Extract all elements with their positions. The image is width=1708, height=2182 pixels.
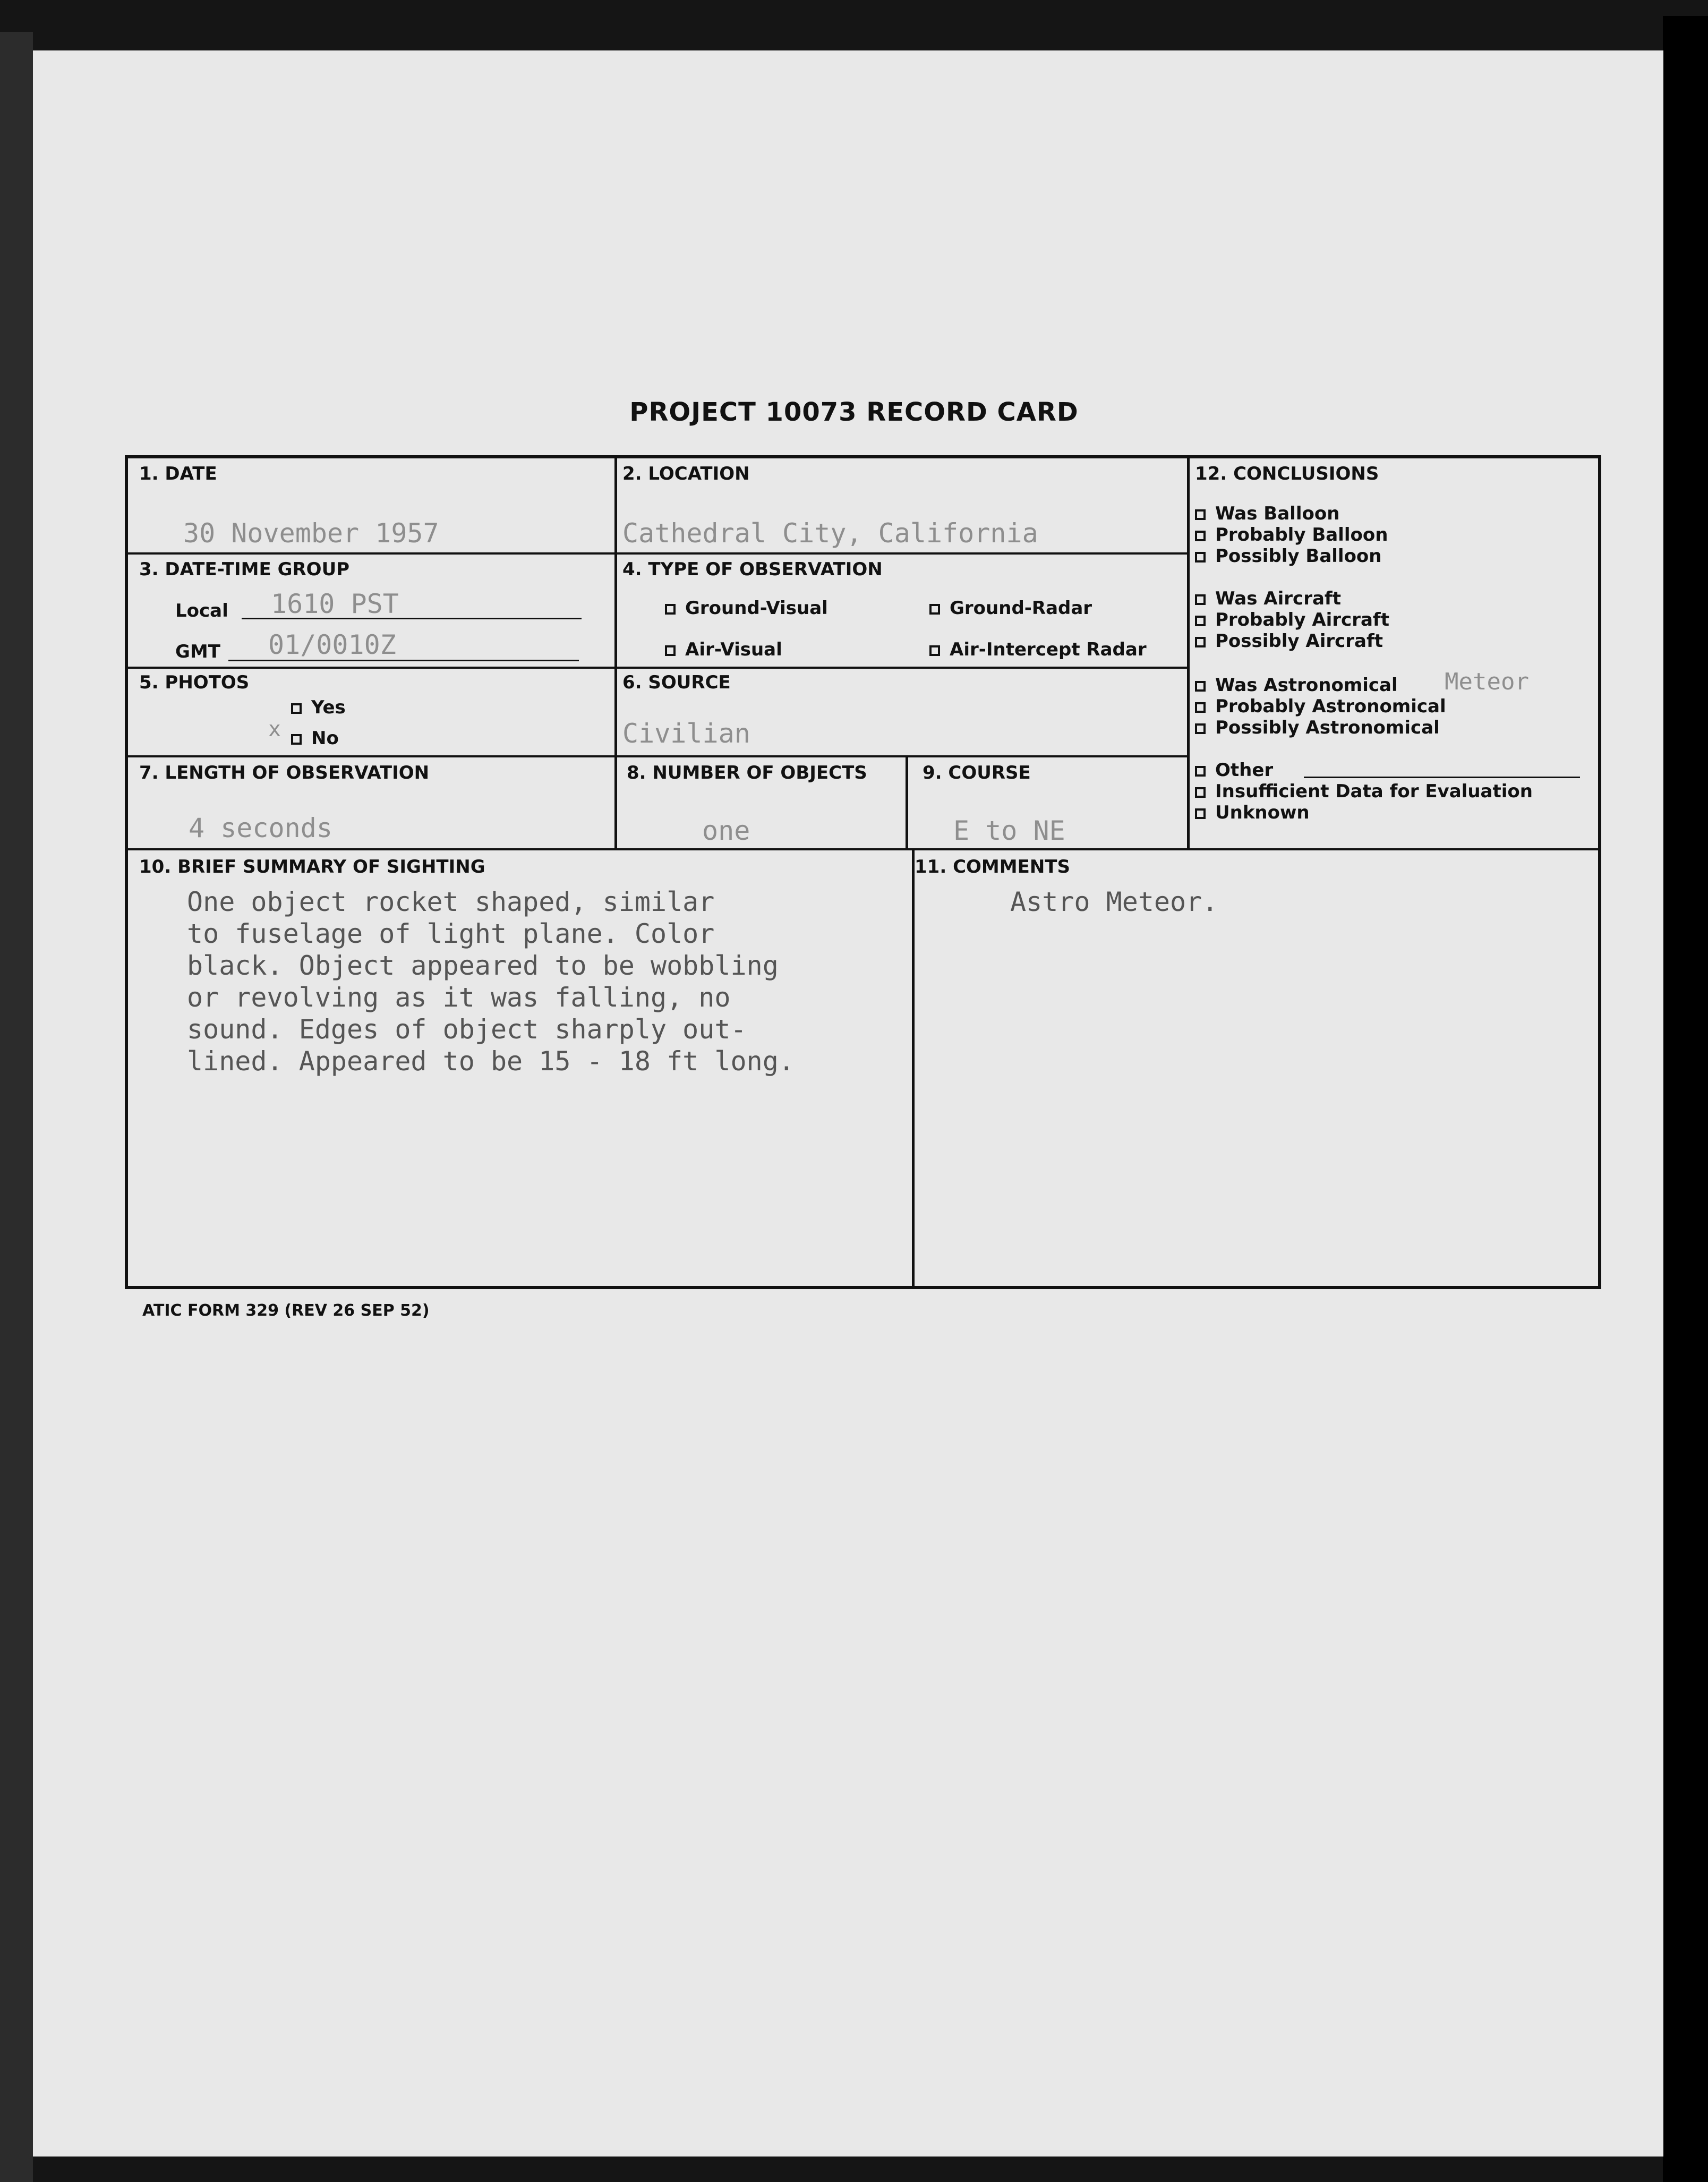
number-of-objects-value: one — [702, 815, 750, 846]
date-time-group-label: 3. DATE-TIME GROUP — [139, 559, 350, 580]
option-ground-radar-label: Ground-Radar — [950, 598, 1092, 619]
conclusion-was-astronomical — [1195, 675, 1398, 696]
option-ground-visual-label: Ground-Visual — [685, 598, 828, 619]
conclusion-label: Probably Aircraft — [1215, 609, 1389, 630]
summary-label: 10. BRIEF SUMMARY OF SIGHTING — [139, 856, 485, 877]
form-id: ATIC FORM 329 (REV 26 SEP 52) — [142, 1301, 430, 1320]
date-label: 1. DATE — [139, 463, 217, 484]
checkbox-other — [1195, 766, 1206, 777]
checkbox-possibly-astronomical — [1195, 723, 1206, 734]
conclusion-label: Probably Balloon — [1215, 524, 1388, 546]
length-label: 7. LENGTH OF OBSERVATION — [139, 762, 430, 783]
conclusion-probably-balloon — [1195, 524, 1388, 546]
gmt-value: 01/0010Z — [268, 629, 396, 660]
option-ground-visual — [665, 598, 828, 619]
divider-h-4 — [125, 848, 1601, 850]
length-value: 4 seconds — [189, 813, 332, 843]
date-value: 30 November 1957 — [183, 518, 439, 549]
option-air-intercept-radar-label: Air-Intercept Radar — [950, 639, 1147, 660]
checkbox-was-astronomical — [1195, 681, 1206, 692]
local-value: 1610 PST — [271, 589, 399, 619]
source-label: 6. SOURCE — [622, 672, 731, 693]
course-label: 9. COURSE — [923, 762, 1031, 783]
option-photos-no — [291, 728, 339, 749]
conclusion-was-balloon — [1195, 503, 1339, 524]
other-underline — [1304, 777, 1580, 778]
checkbox-unknown — [1195, 808, 1206, 819]
conclusion-label: Was Balloon — [1215, 503, 1340, 524]
checkbox-probably-balloon — [1195, 531, 1206, 541]
divider-v-course — [906, 757, 908, 848]
divider-h-1 — [125, 552, 1187, 555]
conclusion-label: Possibly Astronomical — [1215, 717, 1440, 738]
conclusion-was-aircraft — [1195, 588, 1341, 609]
option-photos-no-label: No — [311, 728, 339, 749]
conclusion-possibly-astronomical — [1195, 717, 1440, 738]
conclusion-insufficient-data — [1195, 781, 1533, 802]
checkbox-photos-no — [291, 734, 302, 745]
source-value: Civilian — [622, 718, 750, 749]
film-edge-left — [0, 32, 33, 2182]
checkbox-probably-aircraft — [1195, 616, 1206, 626]
card-title: PROJECT 10073 RECORD CARD — [629, 397, 1079, 427]
summary-line: sound. Edges of object sharply out- — [187, 1014, 747, 1045]
conclusion-label: Possibly Balloon — [1215, 546, 1382, 567]
option-photos-yes — [291, 697, 346, 718]
checkbox-photos-yes — [291, 703, 302, 714]
divider-h-3 — [125, 755, 1187, 757]
photos-label: 5. PHOTOS — [139, 672, 250, 693]
summary-line: or revolving as it was falling, no — [187, 982, 731, 1013]
option-ground-radar — [929, 598, 1092, 619]
checkbox-ground-visual — [665, 604, 676, 615]
summary-line: black. Object appeared to be wobbling — [187, 950, 779, 981]
summary-line: lined. Appeared to be 15 - 18 ft long. — [187, 1046, 795, 1077]
checkbox-was-balloon — [1195, 509, 1206, 520]
conclusion-label: Possibly Aircraft — [1215, 630, 1384, 652]
checkbox-air-visual — [665, 645, 676, 656]
summary-line: One object rocket shaped, similar — [187, 887, 715, 917]
astronomical-note: Meteor — [1445, 668, 1529, 695]
film-edge-right — [1663, 16, 1708, 2182]
conclusion-label: Was Aircraft — [1215, 588, 1341, 609]
number-of-objects-label: 8. NUMBER OF OBJECTS — [627, 762, 867, 783]
comments-label: 11. COMMENTS — [915, 856, 1070, 877]
option-air-visual — [665, 639, 782, 660]
checkbox-ground-radar — [929, 604, 940, 615]
location-label: 2. LOCATION — [622, 463, 750, 484]
location-value: Cathedral City, California — [622, 518, 1038, 549]
conclusion-probably-aircraft — [1195, 609, 1389, 630]
conclusion-label: Other — [1215, 760, 1274, 781]
conclusion-label: Unknown — [1215, 802, 1310, 823]
gmt-label: GMT — [175, 641, 220, 662]
divider-v-conclusions — [1187, 455, 1190, 848]
conclusion-probably-astronomical — [1195, 696, 1446, 717]
summary-line: to fuselage of light plane. Color — [187, 918, 715, 949]
divider-v-comments — [912, 848, 915, 1289]
option-air-intercept-radar — [929, 639, 1147, 660]
comments-value: Astro Meteor. — [1010, 887, 1218, 917]
checkbox-probably-astronomical — [1195, 702, 1206, 713]
conclusion-label: Probably Astronomical — [1215, 696, 1446, 717]
option-air-visual-label: Air-Visual — [685, 639, 782, 660]
divider-h-2 — [125, 667, 1187, 669]
local-label: Local — [175, 600, 228, 621]
conclusion-possibly-balloon — [1195, 546, 1382, 567]
conclusions-label: 12. CONCLUSIONS — [1195, 463, 1379, 484]
checkbox-possibly-balloon — [1195, 552, 1206, 562]
conclusion-unknown — [1195, 802, 1310, 823]
course-value: E to NE — [953, 815, 1065, 846]
conclusion-label: Was Astronomical — [1215, 675, 1398, 696]
divider-v-left — [614, 455, 617, 848]
checkbox-insufficient-data — [1195, 787, 1206, 798]
observation-type-label: 4. TYPE OF OBSERVATION — [622, 559, 883, 580]
photos-x-mark: x — [268, 717, 281, 741]
option-photos-yes-label: Yes — [311, 697, 346, 718]
checkbox-was-aircraft — [1195, 594, 1206, 605]
checkbox-air-intercept-radar — [929, 645, 940, 656]
conclusion-label: Insufficient Data for Evaluation — [1215, 781, 1533, 802]
conclusion-other — [1195, 760, 1273, 781]
checkbox-possibly-aircraft — [1195, 637, 1206, 647]
conclusion-possibly-aircraft — [1195, 630, 1383, 652]
